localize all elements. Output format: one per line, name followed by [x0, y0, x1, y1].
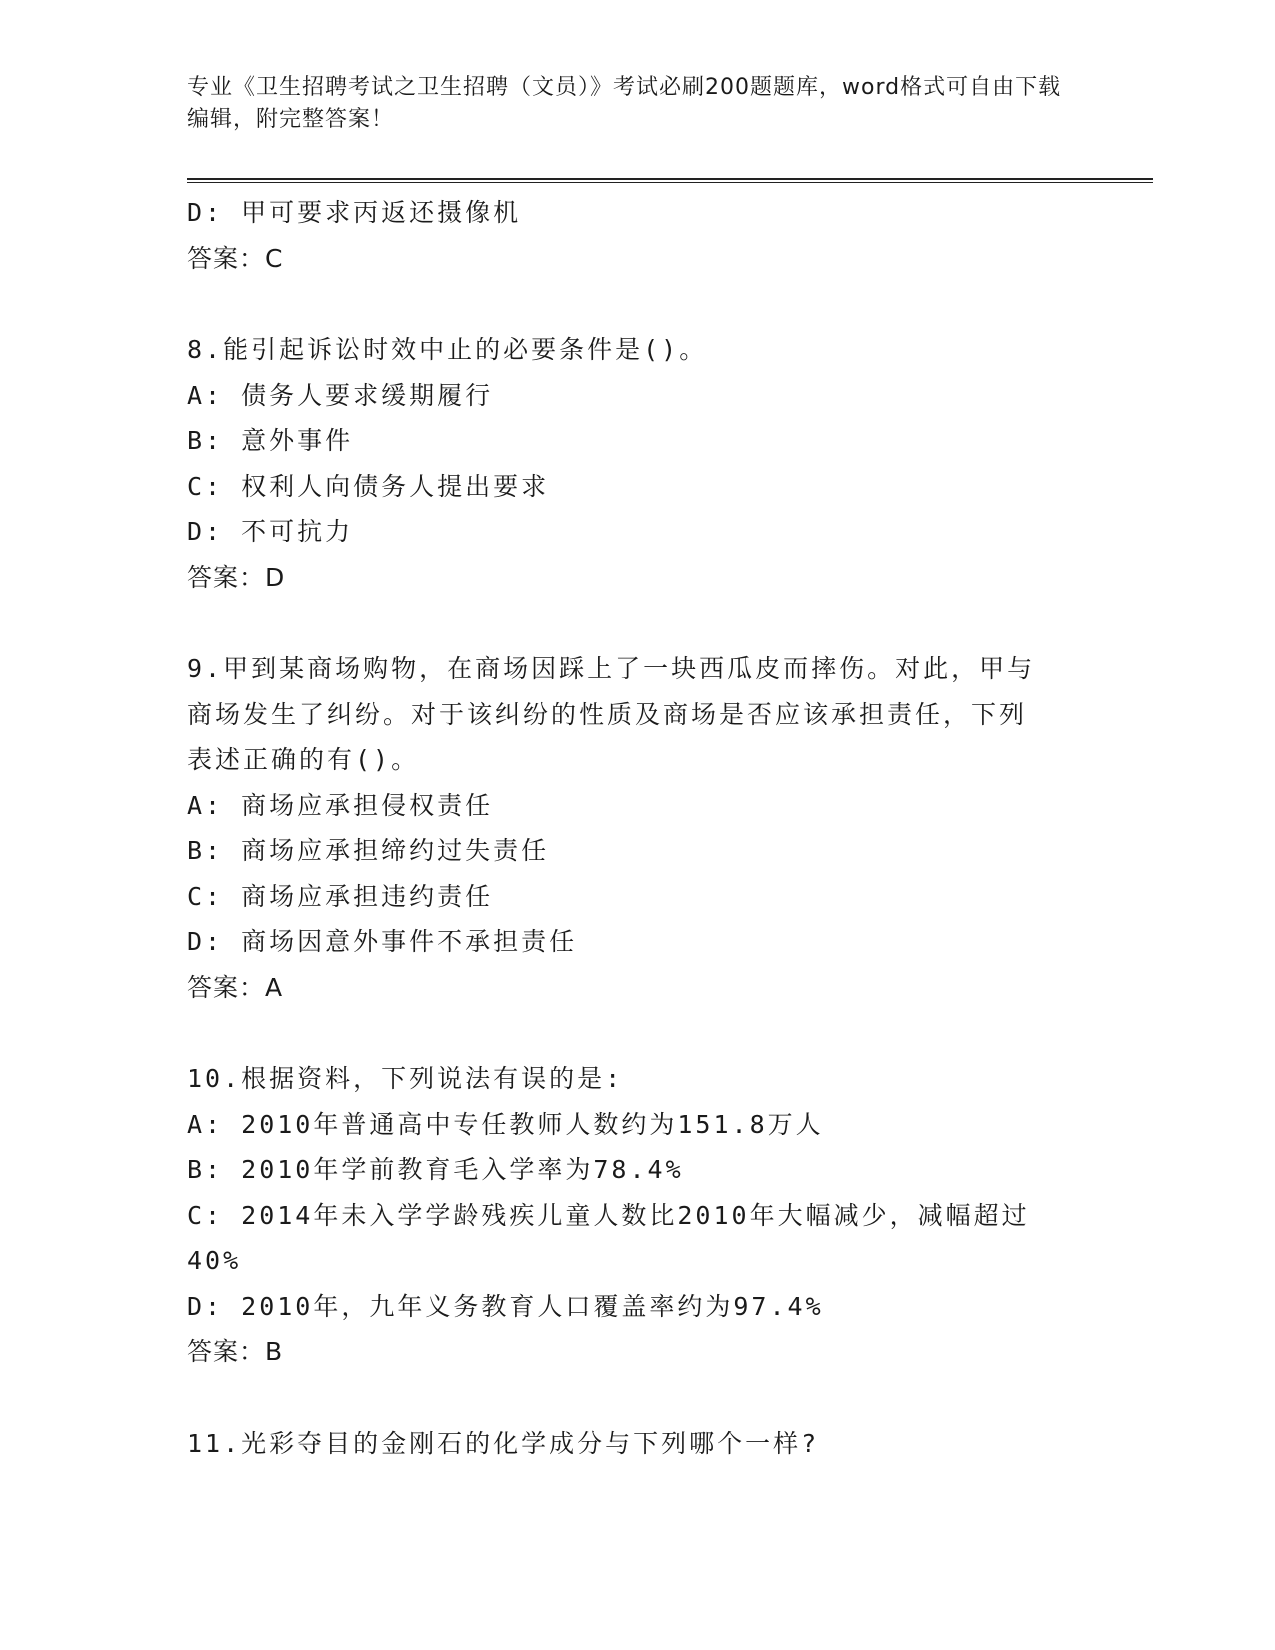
option-a: A: 债务人要求缓期履行 [187, 380, 494, 410]
option-c: C: 商场应承担违约责任 [187, 881, 494, 911]
answer-line: 答案：C [187, 243, 284, 273]
question-block-10 [187, 1056, 1067, 1375]
question-text-line-2: 商场发生了纠纷。对于该纠纷的性质及商场是否应该承担责任，下列 [187, 699, 1028, 729]
option-b: B: 商场应承担缔约过失责任 [187, 836, 550, 865]
question-text: 8.能引起诉讼时效中止的必要条件是()。 [187, 335, 708, 364]
answer-line: 答案：A [187, 972, 284, 1002]
question-block-8 [187, 327, 1067, 600]
option-c: C: 权利人向债务人提出要求 [187, 471, 550, 501]
option-b: B: 2010年学前教育毛入学率为78.4% [187, 1155, 684, 1184]
question-list [187, 190, 1067, 1466]
option-d: D: 商场因意外事件不承担责任 [187, 927, 578, 956]
header-divider-thin [187, 182, 1153, 183]
question-text-line-3: 表述正确的有()。 [187, 745, 420, 774]
option-c-line-2: 40% [187, 1246, 242, 1275]
option-d: D: 不可抗力 [187, 517, 354, 546]
document-header: 专业《卫生招聘考试之卫生招聘（文员）》考试必刷200题题库，word格式可自由下载编辑，附完整答案！ [187, 75, 1062, 132]
header-divider-thick [187, 178, 1153, 180]
option-a: A: 商场应承担侵权责任 [187, 790, 494, 820]
question-text: 10.根据资料，下列说法有误的是: [187, 1064, 624, 1093]
answer-line: 答案：B [187, 1337, 284, 1366]
option-c-line-1: C: 2014年未入学学龄残疾儿童人数比2010年大幅减少，减幅超过 [187, 1200, 1030, 1230]
question-block-prev [187, 190, 1067, 281]
option-d: D: 甲可要求丙返还摄像机 [187, 198, 522, 227]
option-a: A: 2010年普通高中专任教师人数约为151.8万人 [187, 1109, 824, 1139]
question-text: 11.光彩夺目的金刚石的化学成分与下列哪个一样? [187, 1428, 820, 1458]
option-d: D: 2010年，九年义务教育人口覆盖率约为97.4% [187, 1291, 824, 1321]
option-b: B: 意外事件 [187, 426, 354, 455]
question-text-line-1: 9.甲到某商场购物，在商场因踩上了一块西瓜皮而摔伤。对此，甲与 [187, 654, 1036, 683]
question-block-11 [187, 1421, 1067, 1467]
answer-line: 答案：D [187, 562, 286, 592]
question-block-9 [187, 646, 1067, 1010]
